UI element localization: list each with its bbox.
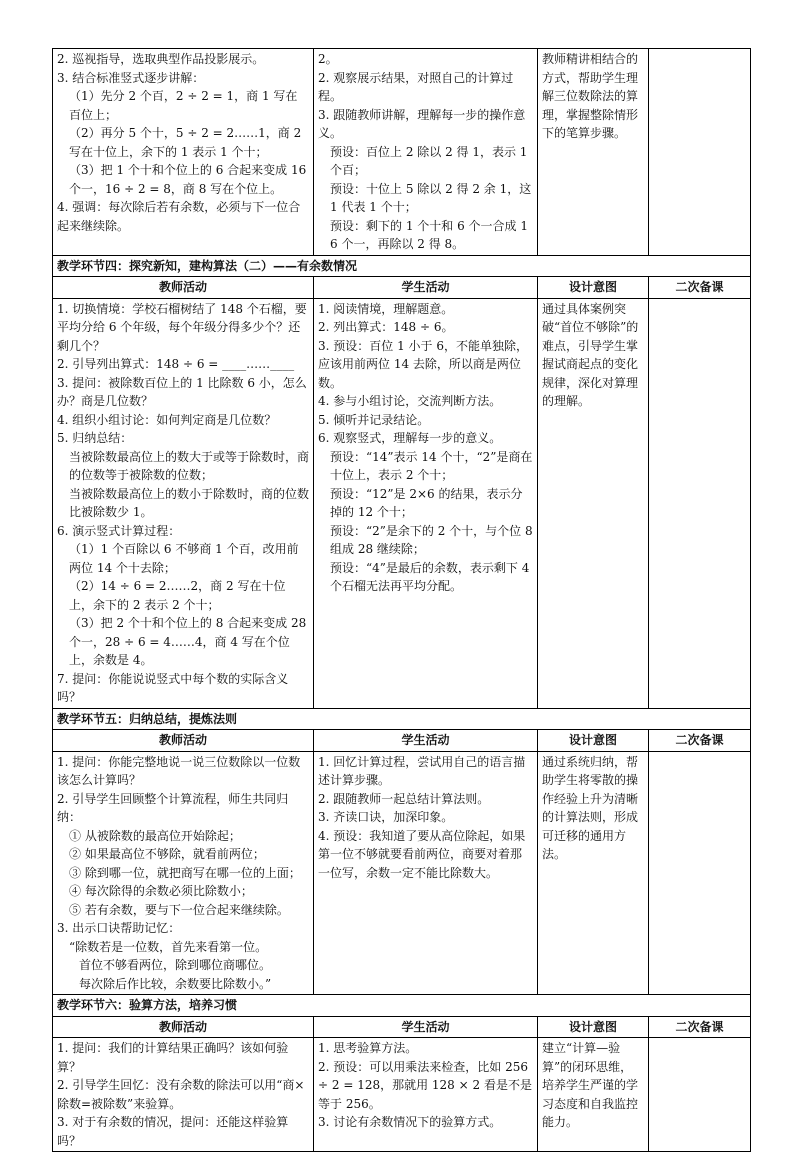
teacher-line: （1）1 个百除以 6 不够商 1 个百，改用前两位 14 个十去除； (69, 542, 299, 575)
student-line: 预设：“4”是最后的余数，表示剩下 4 个石榴无法再平均分配。 (330, 560, 530, 593)
student-line: 3. 预设：百位 1 小于 6，不能单独除，应该用前两位 14 去除，所以商是两位数。 (318, 338, 528, 390)
design-cell: 通过系统归纳，帮助学生将零散的操作经验上升为清晰的计算法则，形成可迁移的通用方法。 (538, 751, 649, 995)
student-line: 2. 跟随教师一起总结计算法则。 (318, 791, 490, 806)
teacher-line: 每次除后作比较，余数要比除数小。” (79, 976, 272, 991)
student-line: 2. 预设：可以用乘法来检查，比如 256 ÷ 2 = 128，那就用 128 × 2 看是不是等于 256。 (318, 1059, 532, 1111)
teacher-cell (53, 1038, 314, 1152)
design-cell: 通过具体案例突破“首位不够除”的难点，引导学生掌握试商起点的变化规律，深化对算理的理解。 (538, 298, 649, 708)
lesson-plan-body (53, 49, 751, 1152)
section-title: 教学环节四：探究新知，建构算法（二）——有余数情况 (53, 255, 751, 277)
header-student: 学生活动 (314, 730, 538, 752)
header-backup: 二次备课 (649, 730, 751, 752)
teacher-line: 3. 结合标准竖式逐步讲解： (57, 70, 205, 85)
backup-cell (649, 1038, 751, 1152)
teacher-line: （3）把 1 个十和个位上的 6 合起来变成 16 个一，16 ÷ 2 = 8，商 8 写在个位上。 (69, 163, 307, 196)
section-body-row (53, 298, 751, 708)
backup-cell (649, 49, 751, 256)
header-teacher: 教师活动 (53, 730, 314, 752)
header-design: 设计意图 (538, 277, 649, 299)
student-line: 3. 讨论有余数情况下的验算方式。 (318, 1115, 502, 1129)
section-title: 教学环节六：验算方法，培养习惯 (53, 995, 751, 1017)
column-header-row (53, 1016, 751, 1038)
teacher-line: 2. 引导学生回忆：没有余数的除法可以用“商×除数=被除数”来验算。 (57, 1078, 305, 1111)
teacher-line: ② 如果最高位不够除，就看前两位； (69, 847, 265, 861)
header-design: 设计意图 (538, 730, 649, 752)
student-line: 预设：十位上 5 除以 2 得 2 余 1，这 1 代表 1 个十； (330, 181, 532, 214)
teacher-line: 2. 引导列出算式：148 ÷ 6 = ____……____ (57, 357, 295, 371)
teacher-line: 当被除数最高位上的数大于或等于除数时，商的位数等于被除数的位数； (69, 449, 310, 482)
design-cell: 建立“计算—验算”的闭环思维，培养学生严谨的学习态度和自我监控能力。 (538, 1038, 649, 1152)
section-title-row (53, 255, 751, 277)
teacher-line: （3）把 2 个十和个位上的 8 合起来变成 28 个一，28 ÷ 6 = 4……4，商 4 写在个位上，余数是 4。 (69, 616, 307, 667)
teacher-line: ⑤ 若有余数，要与下一位合起来继续除。 (69, 902, 289, 917)
teacher-line: ① 从被除数的最高位开始除起； (69, 828, 241, 843)
student-line: 预设：“12”是 2×6 的结果，表示分掉的 12 个十； (330, 486, 523, 519)
teacher-line: 3. 提问：被除数百位上的 1 比除数 6 小，怎么办？商是几位数？ (57, 375, 307, 408)
continued-row (53, 49, 751, 256)
header-teacher: 教师活动 (53, 1016, 314, 1038)
section-title-row (53, 995, 751, 1017)
teacher-line: （2）14 ÷ 6 = 2……2，商 2 写在十位上，余下的 2 表示 2 个十； (69, 579, 286, 612)
teacher-line: 3. 出示口诀帮助记忆： (57, 921, 181, 935)
design-cell: 教师精讲相结合的方式，帮助学生理解三位数除法的算理，掌握整除情形下的笔算步骤。 (538, 49, 649, 256)
teacher-line: 2. 巡视指导，选取典型作品投影展示。 (57, 52, 265, 66)
student-line: 2. 观察展示结果，对照自己的计算过程。 (318, 70, 514, 103)
section-title: 教学环节五：归纳总结，提炼法则 (53, 708, 751, 730)
teacher-line: 当被除数最高位上的数小于除数时，商的位数比被除数少 1。 (69, 486, 310, 519)
teacher-line: 首位不够看两位，除到哪位商哪位。 (79, 958, 272, 972)
teacher-line: ④ 每次除得的余数必须比除数小； (69, 884, 253, 898)
header-backup: 二次备课 (649, 277, 751, 299)
teacher-line: 4. 组织小组讨论：如何判定商是几位数？ (57, 412, 277, 427)
lesson-plan-table (52, 48, 751, 1152)
student-line: 5. 倾听并记录结论。 (318, 412, 430, 427)
student-line: 1. 回忆计算过程，尝试用自己的语言描述计算步骤。 (318, 754, 526, 787)
teacher-line: 5. 归纳总结： (57, 431, 133, 445)
backup-cell (649, 298, 751, 708)
teacher-line: “除数若是一位数，首先来看第一位。 (69, 939, 268, 954)
teacher-line: 1. 提问：你能完整地说一说三位数除以一位数该怎么计算吗？ (57, 754, 301, 787)
student-line: 预设：百位上 2 除以 2 得 1，表示 1 个百； (330, 144, 528, 177)
student-cell (314, 751, 538, 995)
teacher-line: ③ 除到哪一位，就把商写在哪一位的上面； (69, 865, 301, 880)
student-line: 2. 列出算式：148 ÷ 6。 (318, 320, 454, 334)
teacher-line: 3. 对于有余数的情况，提问：还能这样验算吗？ (57, 1115, 289, 1148)
column-header-row (53, 277, 751, 299)
teacher-line: 1. 切换情境：学校石榴树结了 148 个石榴，要平均分给 6 个年级，每个年级分得多少个？还剩几个？ (57, 301, 307, 353)
student-cell (314, 298, 538, 708)
teacher-line: 2. 引导学生回顾整个计算流程，师生共同归纳： (57, 791, 289, 824)
student-line: 1. 思考验算方法。 (318, 1041, 418, 1055)
student-line: 6. 观察竖式，理解每一步的意义。 (318, 431, 502, 445)
teacher-line: 6. 演示竖式计算过程： (57, 523, 181, 538)
student-line: 1. 阅读情境，理解题意。 (318, 301, 454, 316)
student-line: 3. 齐读口诀，加深印象。 (318, 810, 454, 824)
teacher-cell (53, 298, 314, 708)
student-line: 预设：剩下的 1 个十和 6 个一合成 16 个一，再除以 2 得 8。 (330, 218, 528, 251)
teacher-line: （2）再分 5 个十，5 ÷ 2 = 2……1，商 2 写在十位上，余下的 1 表示 1 个十； (69, 126, 302, 159)
student-line: 预设：“2”是余下的 2 个十，与个位 8 组成 28 继续除； (330, 523, 533, 556)
student-cell (314, 1038, 538, 1152)
header-student: 学生活动 (314, 1016, 538, 1038)
teacher-cell (53, 49, 314, 256)
student-line: 4. 参与小组讨论，交流判断方法。 (318, 394, 502, 408)
section-body-row (53, 751, 751, 995)
header-student: 学生活动 (314, 277, 538, 299)
student-cell (314, 49, 538, 256)
teacher-cell (53, 751, 314, 995)
student-line: 3. 跟随教师讲解，理解每一步的操作意义。 (318, 107, 526, 140)
student-line: 预设：“14”表示 14 个十，“2”是商在十位上，表示 2 个十； (330, 449, 533, 482)
teacher-line: 4. 强调：每次除后若有余数，必须与下一位合起来继续除。 (57, 200, 301, 233)
teacher-line: 7. 提问：你能说说竖式中每个数的实际含义吗？ (57, 671, 289, 704)
column-header-row (53, 730, 751, 752)
teacher-line: （1）先分 2 个百，2 ÷ 2 = 1，商 1 写在百位上； (69, 89, 298, 122)
student-line: 4. 预设：我知道了要从高位除起，如果第一位不够就要看前两位，商要对着那一位写，余数一定不能比除数大。 (318, 828, 526, 880)
header-design: 设计意图 (538, 1016, 649, 1038)
section-title-row (53, 708, 751, 730)
student-line: 2。 (318, 52, 338, 66)
teacher-line: 1. 提问：我们的计算结果正确吗？该如何验算？ (57, 1041, 289, 1074)
backup-cell (649, 751, 751, 995)
section-body-row (53, 1038, 751, 1152)
header-backup: 二次备课 (649, 1016, 751, 1038)
header-teacher: 教师活动 (53, 277, 314, 299)
